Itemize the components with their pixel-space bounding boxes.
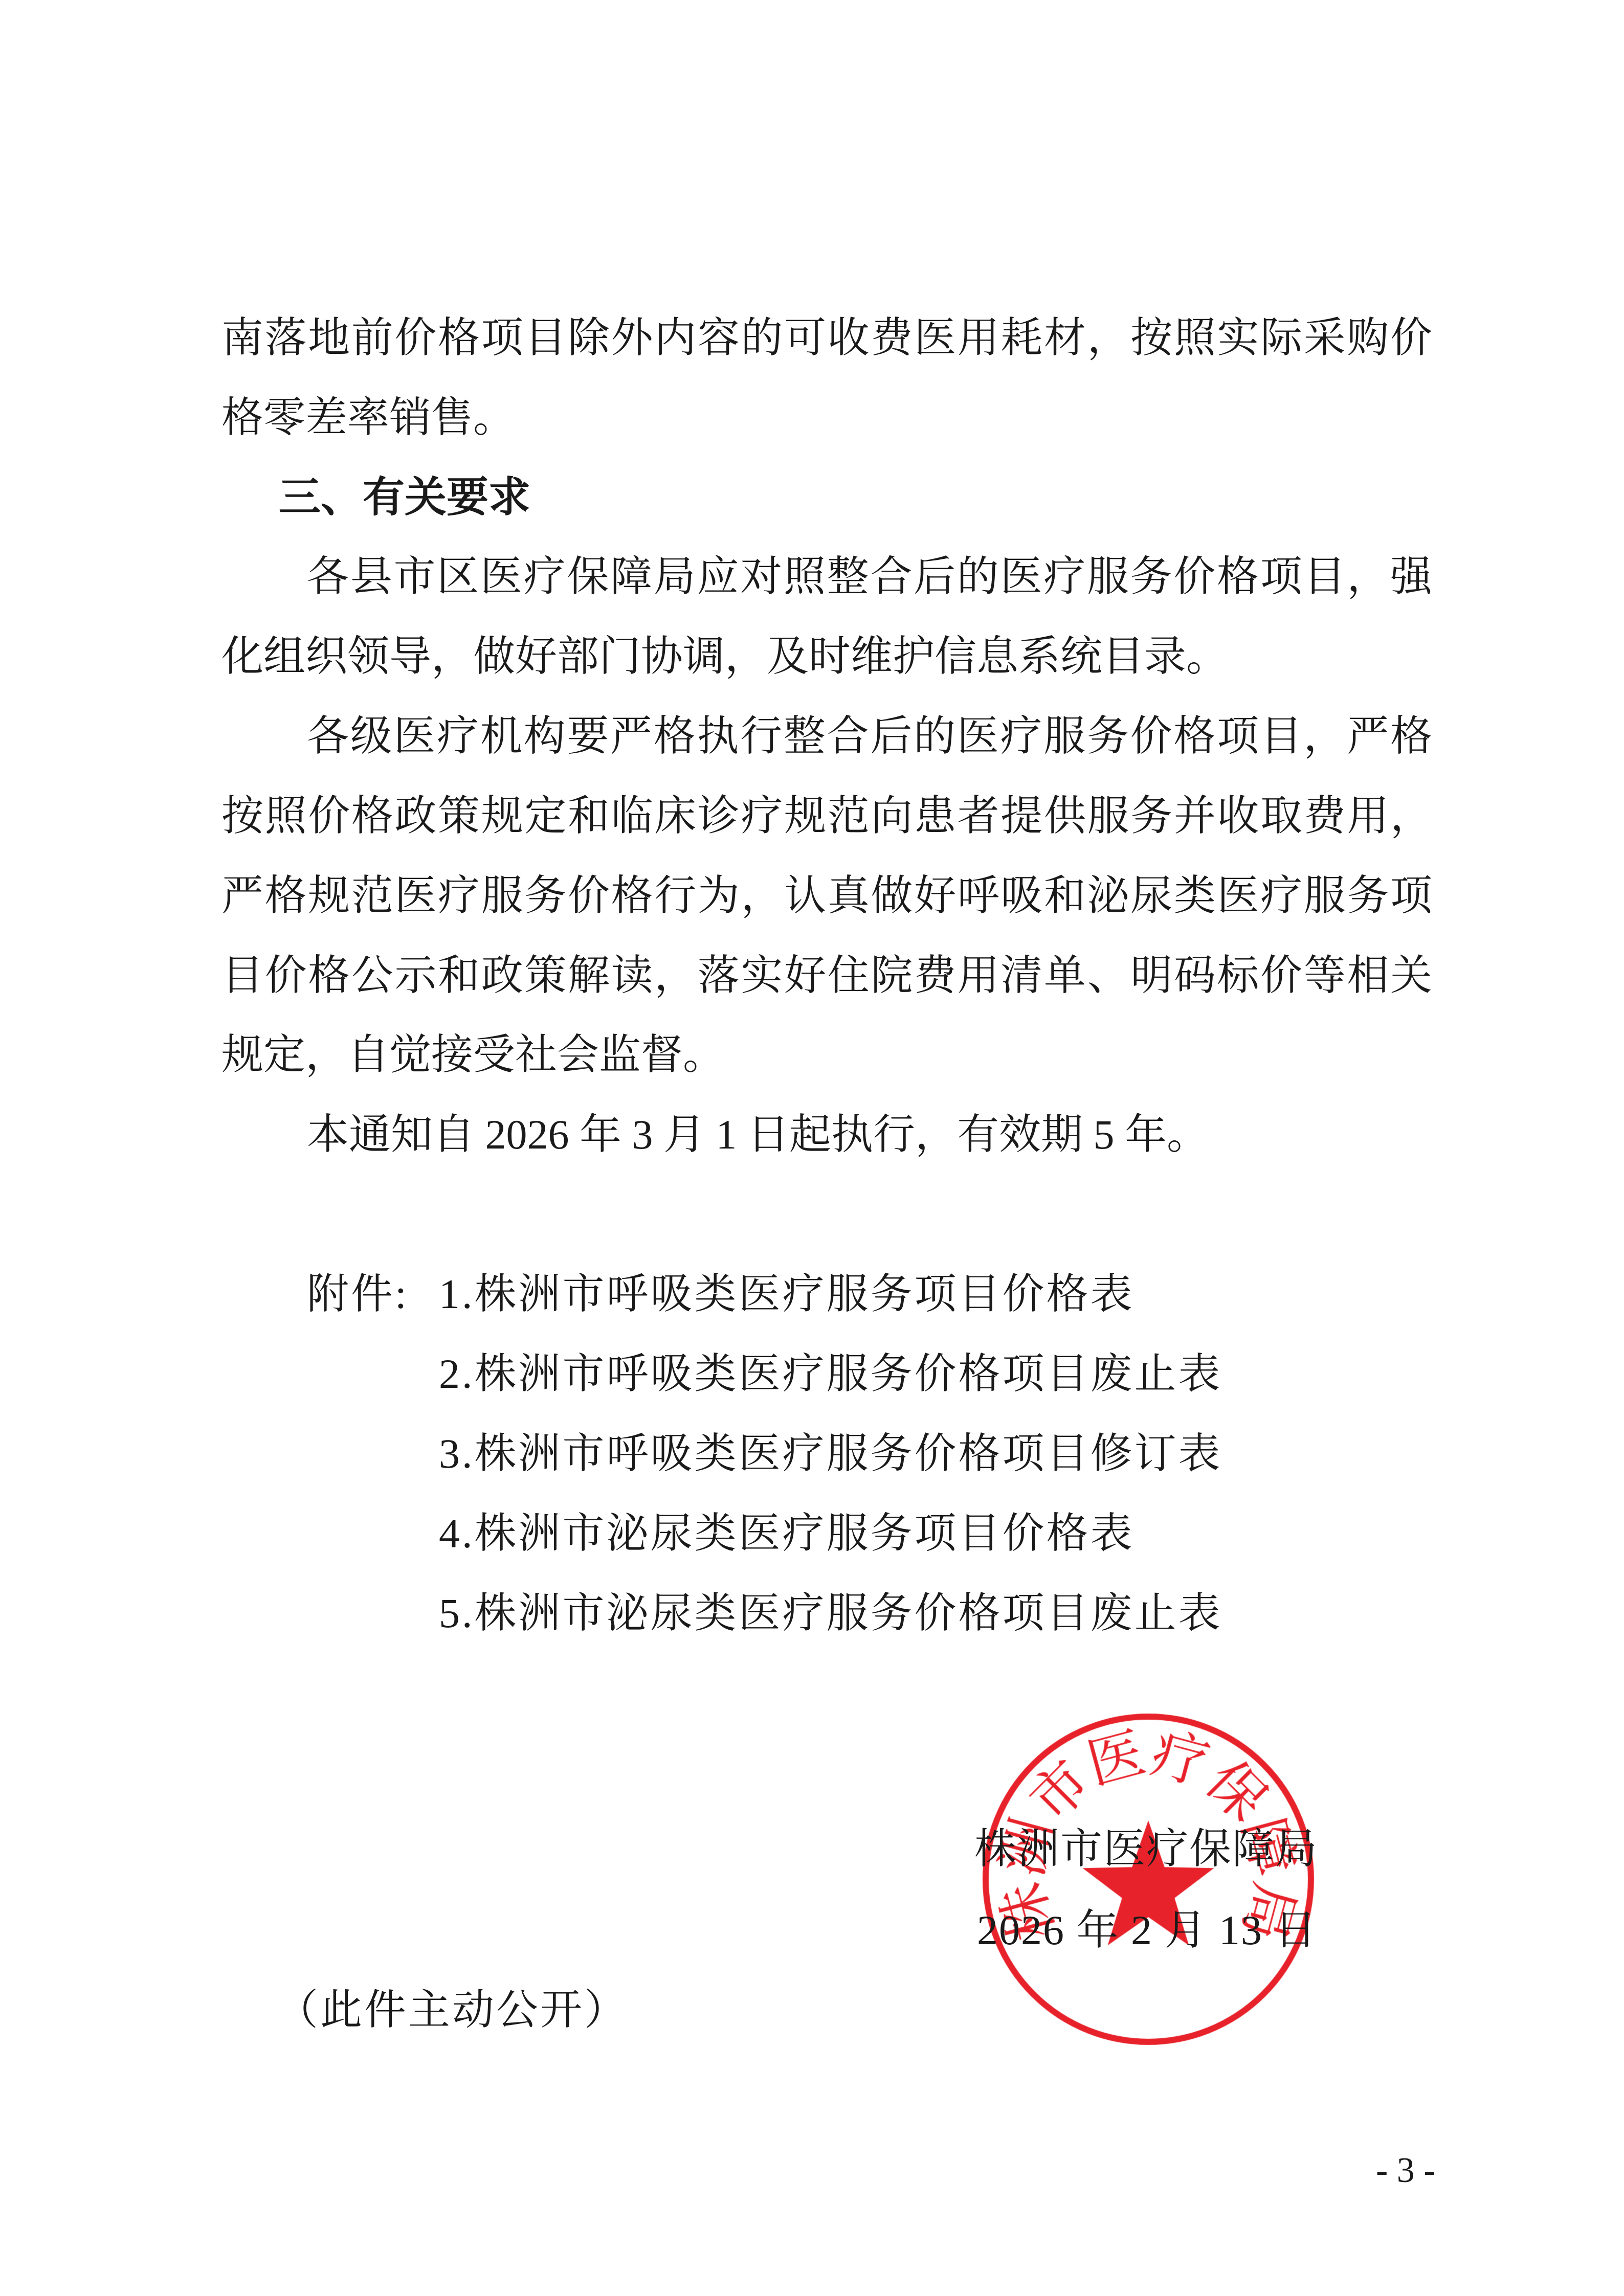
body-line: 格零差率销售。 [221,394,516,441]
body-line: 目价格公示和政策解读，落实好住院费用清单、明码标价等相关 [221,952,1432,999]
attachment-item: 3.株洲市呼吸类医疗服务价格项目修订表 [439,1430,1222,1477]
attachment-item: 4.株洲市泌尿类医疗服务项目价格表 [439,1510,1134,1557]
page-number: - 3 - [1376,2151,1436,2190]
body-line: 化组织领导，做好部门协调，及时维护信息系统目录。 [221,633,1229,680]
body-line: 各级医疗机构要严格执行整合后的医疗服务价格项目，严格 [307,713,1432,759]
body-line: 按照价格政策规定和临床诊疗规范向患者提供服务并收取费用， [221,793,1432,839]
disclosure-note: （此件主动公开） [276,1987,629,2033]
body-line: 南落地前价格项目除外内容的可收费医用耗材，按照实际采购价 [221,314,1432,361]
body-line: 严格规范医疗服务价格行为，认真做好呼吸和泌尿类医疗服务项 [221,872,1432,919]
section-heading: 三、有关要求 [279,473,531,522]
effective-date-line: 本通知自 2026 年 3 月 1 日起执行，有效期 5 年。 [307,1111,1209,1158]
attachment-item: 1.株洲市呼吸类医疗服务项目价格表 [439,1271,1134,1317]
signature-org: 株洲市医疗保障局 [974,1826,1319,1872]
attachment-item: 2.株洲市呼吸类医疗服务价格项目废止表 [439,1350,1222,1397]
attachment-item: 5.株洲市泌尿类医疗服务价格项目废止表 [439,1590,1222,1636]
body-line: 各县市区医疗保障局应对照整合后的医疗服务价格项目，强 [307,553,1432,600]
attachments-label: 附件: [307,1271,409,1317]
signature-date: 2026 年 2 月 13 日 [977,1907,1318,1953]
body-line: 规定，自觉接受社会监督。 [221,1031,725,1078]
